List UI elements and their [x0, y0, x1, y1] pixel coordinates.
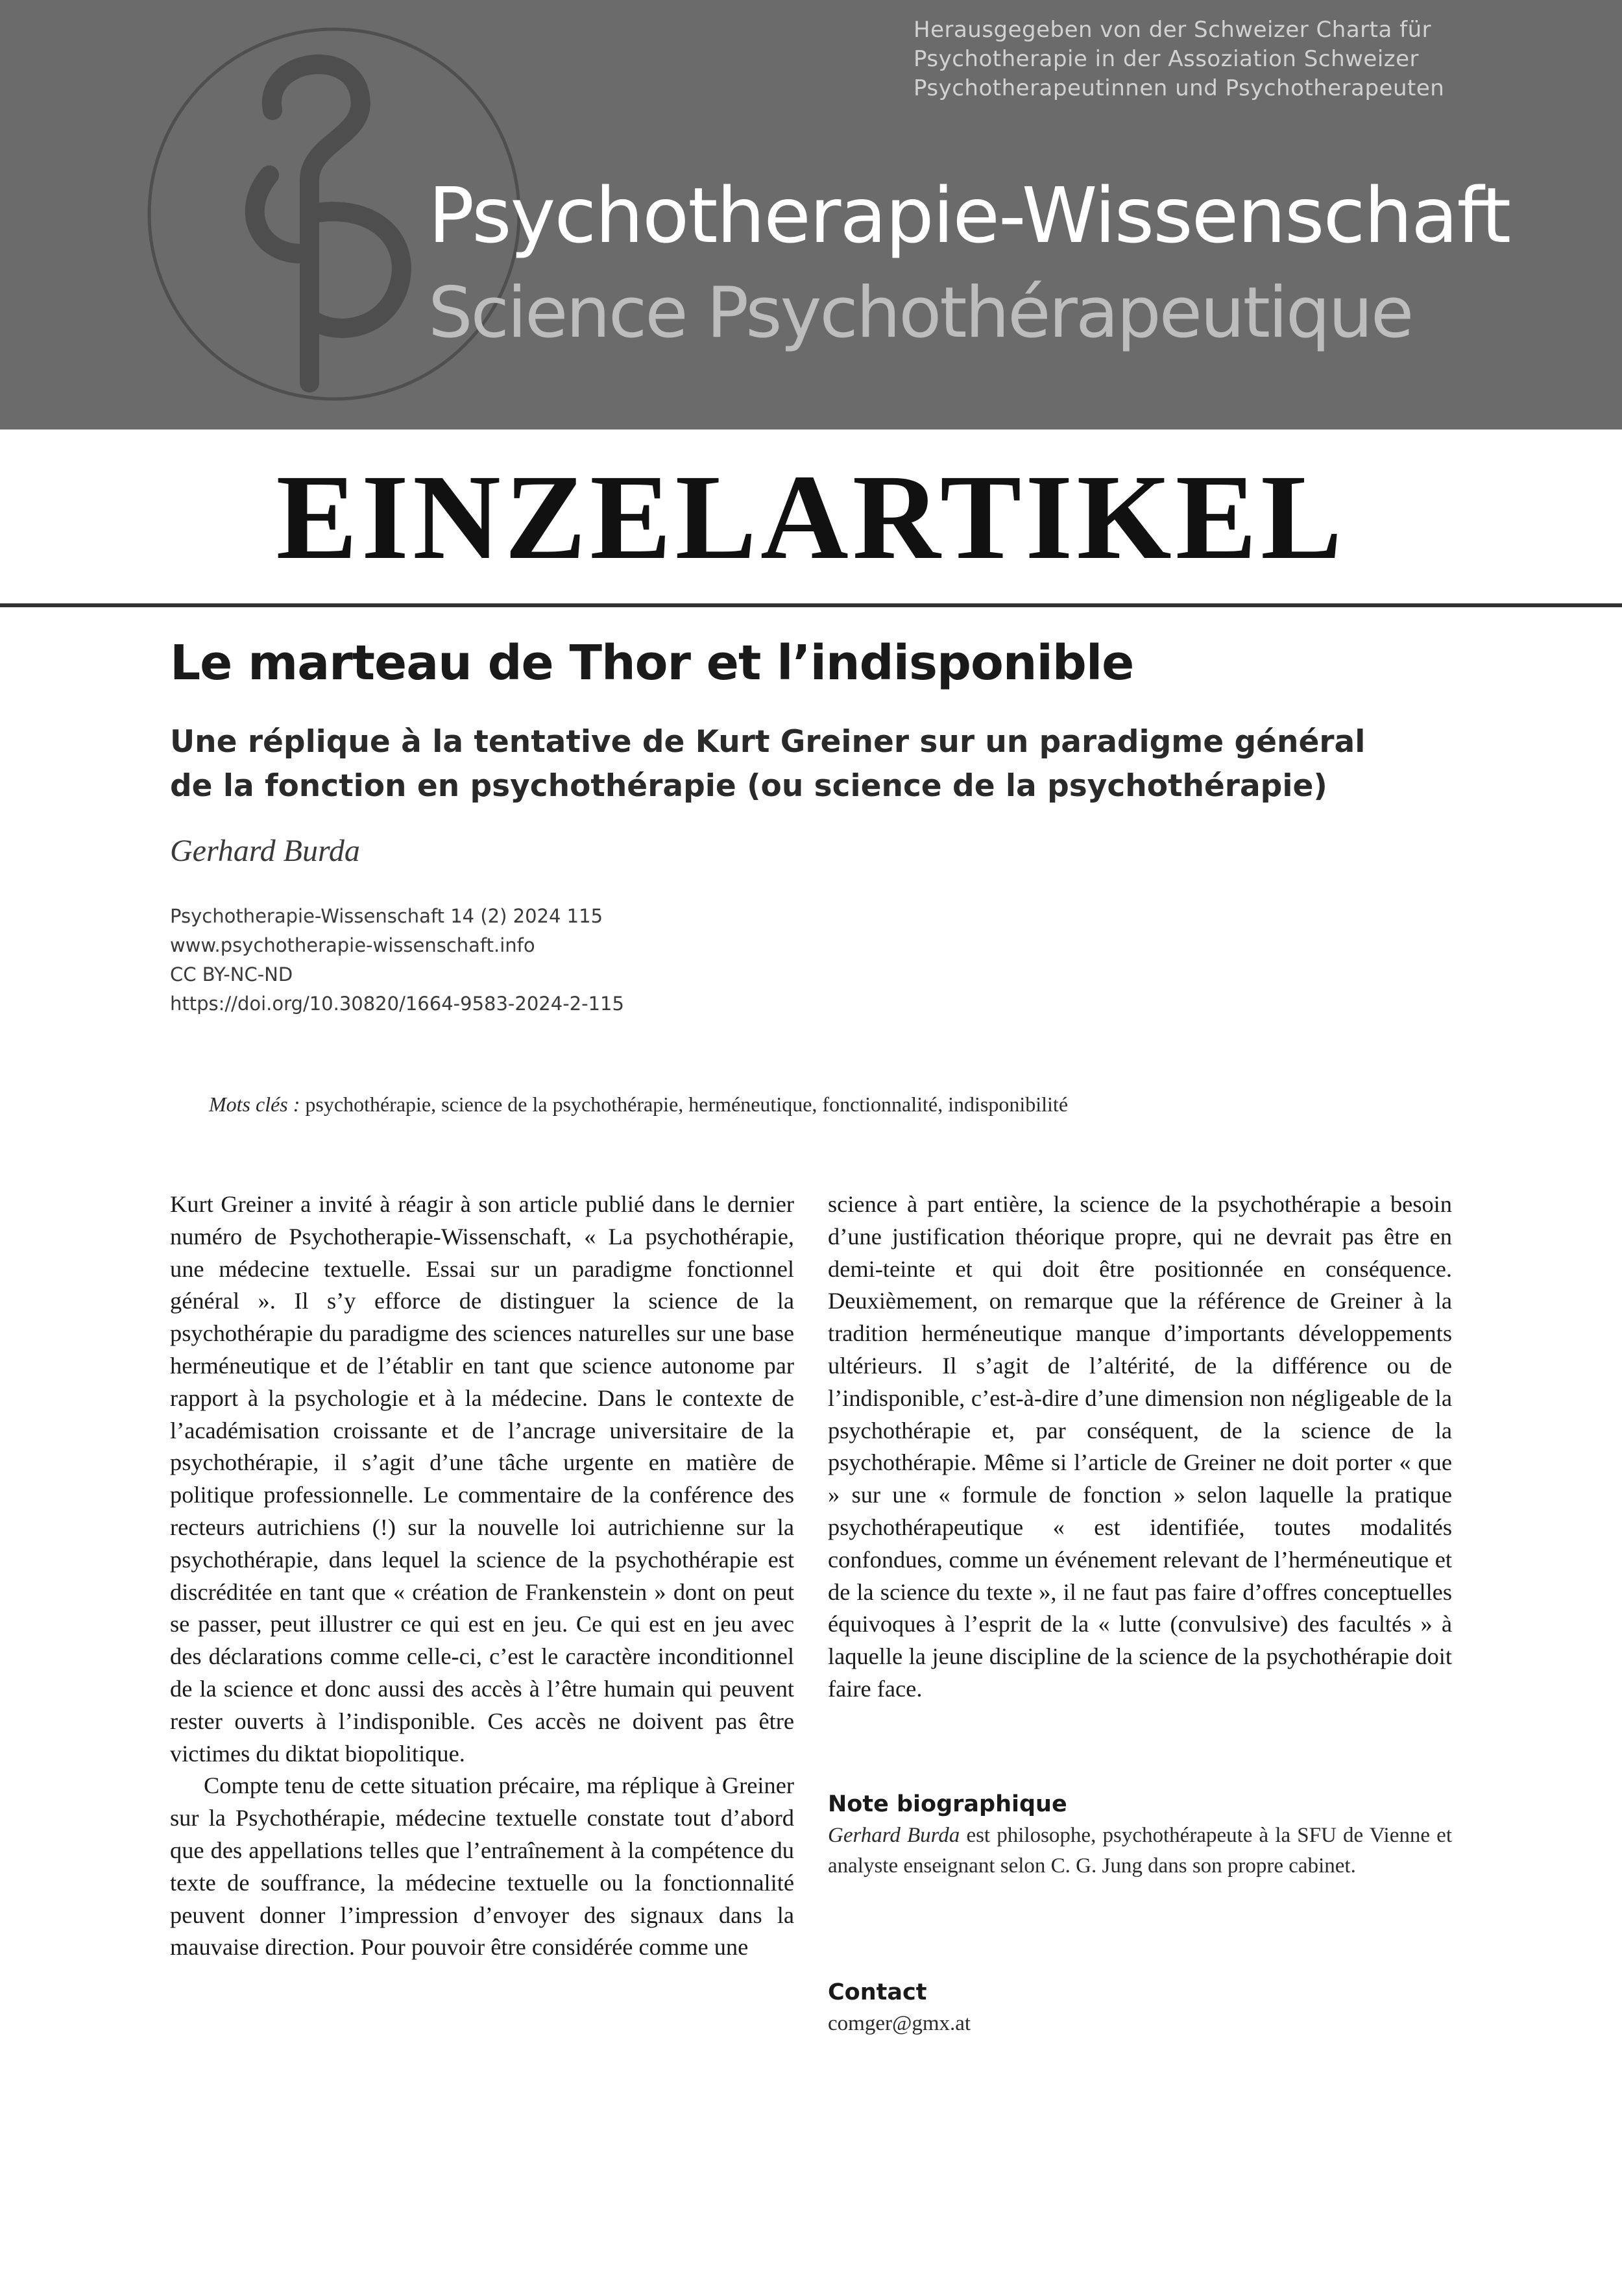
publisher-line: Herausgegeben von der Schweizer Charta für	[914, 17, 1432, 43]
journal-title-de: Psychotherapie-Wissenschaft	[428, 171, 1510, 260]
keywords	[209, 1090, 1442, 1118]
contact-email[interactable]: comger@gmx.at	[828, 2012, 971, 2035]
bio-name: Gerhard Burda	[828, 1824, 960, 1847]
bio-description: est philosophe, psychothérapeute à la SFU de Vienne et analyste enseignant selon C. G. Jung dans son propre cabinet.	[828, 1824, 1452, 1878]
keywords-list: psychothérapie, science de la psychothérapie, herméneutique, fonctionnalité, indisponibilité	[305, 1093, 1069, 1116]
article-subtitle	[170, 720, 1403, 808]
license: CC BY-NC-ND	[170, 963, 293, 985]
journal-banner	[0, 0, 1622, 429]
citation: Psychotherapie-Wissenschaft 14 (2) 2024 115	[170, 905, 603, 927]
article-title: Le marteau de Thor et l’indisponible	[170, 635, 1134, 691]
publisher-note	[914, 16, 1595, 103]
website-link[interactable]: www.psychotherapie-wissenschaft.info	[170, 934, 535, 956]
article-author: Gerhard Burda	[170, 834, 360, 868]
section-label: EINZELARTIKEL	[276, 449, 1346, 585]
article-meta	[170, 902, 1078, 1019]
keywords-label: Mots clés :	[209, 1093, 300, 1116]
publisher-line: Psychotherapie in der Assoziation Schweizer	[914, 46, 1420, 72]
journal-title-fr: Science Psychothérapeutique	[428, 272, 1412, 354]
contact-section	[828, 1976, 1452, 2039]
bio-heading: Note biographique	[828, 1791, 1067, 1817]
bio-text	[828, 1820, 1452, 1881]
body-paragraph: Compte tenu de cette situation précaire, ma réplique à Greiner sur la Psychothérapie, médecine textuelle constate tout d’abord que des appellations telles que l’entraînement à la compétence du texte de souffrance, la médecine textuelle ou la fonctionnalité peuvent donner l’impression d’envoyer des signaux dans la mauvaise direction. Pour pouvoir être considérée comme une	[170, 1772, 794, 1961]
section-divider	[0, 603, 1622, 607]
doi-link[interactable]: https://doi.org/10.30820/1664-9583-2024-2-115	[170, 993, 624, 1015]
body-paragraph: Kurt Greiner a invité à réagir à son article publié dans le dernier numéro de Psychotherapie-Wissenschaft, « La psychothérapie, une médecine textuelle. Essai sur un paradigme fonctionnel général ». Il s’y efforce de distinguer la science de la psychothérapie du paradigme des sciences naturelles sur une base herméneutique et de l’établir en tant que science autonome par rapport à la psychologie et à la médecine. Dans le contexte de l’académisation croissante et de l’ancrage universitaire de la psychothérapie, il s’agit d’une tâche urgente en matière de politique professionnelle. Le commentaire de la conférence des recteurs autrichiens (!) sur la nouvelle loi autrichienne sur la psychothérapie, dans lequel la science de la psychothérapie est discréditée en tant que « création de Frankenstein » dont on peut se passer, peut illustrer ce qui est en jeu. Ce qui est en jeu avec des déclarations comme celle-ci, c’est le caractère inconditionnel de la science et donc aussi des accès à l’être humain qui peuvent rester ouverts à l’indisponible. Ces accès ne doivent pas être victimes du diktat biopolitique.	[170, 1191, 794, 1767]
body-paragraph: science à part entière, la science de la psychothérapie a besoin d’une justification théorique propre, qui ne devrait pas être en demi-teinte et qui doit être positionnée en conséquence. Deuxièmement, on remarque que la référence de Greiner à la tradition herméneutique manque d’importants développements ultérieurs. Il s’agit de l’altérité, de la différence ou de l’indisponible, c’est-à-dire d’une dimension non négligeable de la psychothérapie et, par conséquent, de la science de la psychothérapie. Même si l’article de Greiner ne doit porter « que » sur une « formule de fonction » selon laquelle la pratique psychothérapeutique « est identifiée, toutes modalités confondues, comme un événement relevant de l’herméneutique et de la science du texte », il ne faut pas faire d’offres conceptuelles équivoques à l’esprit de la « lutte (convulsive) des facultés » à laquelle la jeune discipline de la science de la psychothérapie doit faire face.	[828, 1191, 1452, 1702]
contact-heading: Contact	[828, 1979, 927, 2005]
bio-section	[828, 1788, 1452, 1881]
body-column-left	[170, 1189, 794, 1964]
subtitle-line: Une réplique à la tentative de Kurt Greiner sur un paradigme général	[170, 724, 1366, 760]
subtitle-line: de la fonction en psychothérapie (ou science de la psychothérapie)	[170, 768, 1327, 804]
body-column-right	[828, 1189, 1452, 1706]
publisher-line: Psychotherapeutinnen und Psychotherapeuten	[914, 75, 1445, 101]
